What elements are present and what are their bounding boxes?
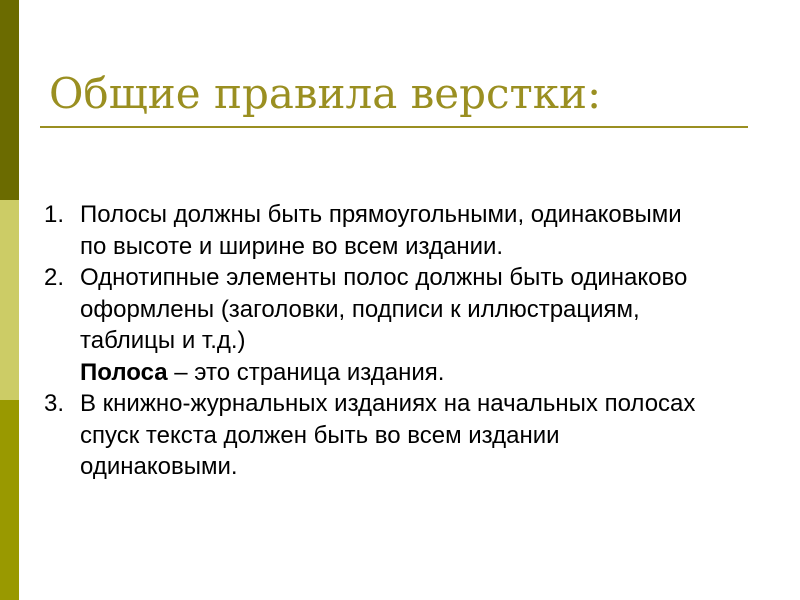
sidebar-segment-middle (0, 200, 19, 400)
definition-note (80, 357, 784, 389)
rule-text-line: оформлены (заголовки, подписи к иллюстрациям, (80, 295, 640, 323)
rule-text-line: Однотипные элементы полос должны быть одинаково (80, 264, 688, 291)
rule-text-line: спуск текста должен быть во всем издании (80, 421, 560, 449)
rule-number: 1. (44, 201, 65, 228)
definition-text: – это страница издания. (167, 358, 445, 386)
rule-text-line: по высоте и ширине во всем издании. (80, 232, 504, 260)
rule-item-3 (44, 388, 784, 483)
rule-text-line: В книжно-журнальных изданиях на начальных полосах (80, 390, 696, 417)
rule-number: 2. (44, 264, 65, 291)
title-underline (40, 126, 748, 128)
rule-number: 3. (44, 390, 65, 417)
sidebar-segment-top (0, 0, 19, 200)
rule-text-line: таблицы и т.д.) (80, 327, 246, 354)
rule-text-line: Полосы должны быть прямоугольными, одинаковыми (80, 201, 682, 228)
rules-list (44, 199, 784, 483)
rule-item-2 (44, 262, 784, 388)
rule-text-line: одинаковыми. (80, 453, 238, 480)
slide-title: Общие правила верстки: (49, 69, 602, 118)
definition-term: Полоса (80, 358, 168, 386)
rule-item-1 (44, 199, 784, 262)
sidebar-segment-bottom (0, 400, 19, 600)
